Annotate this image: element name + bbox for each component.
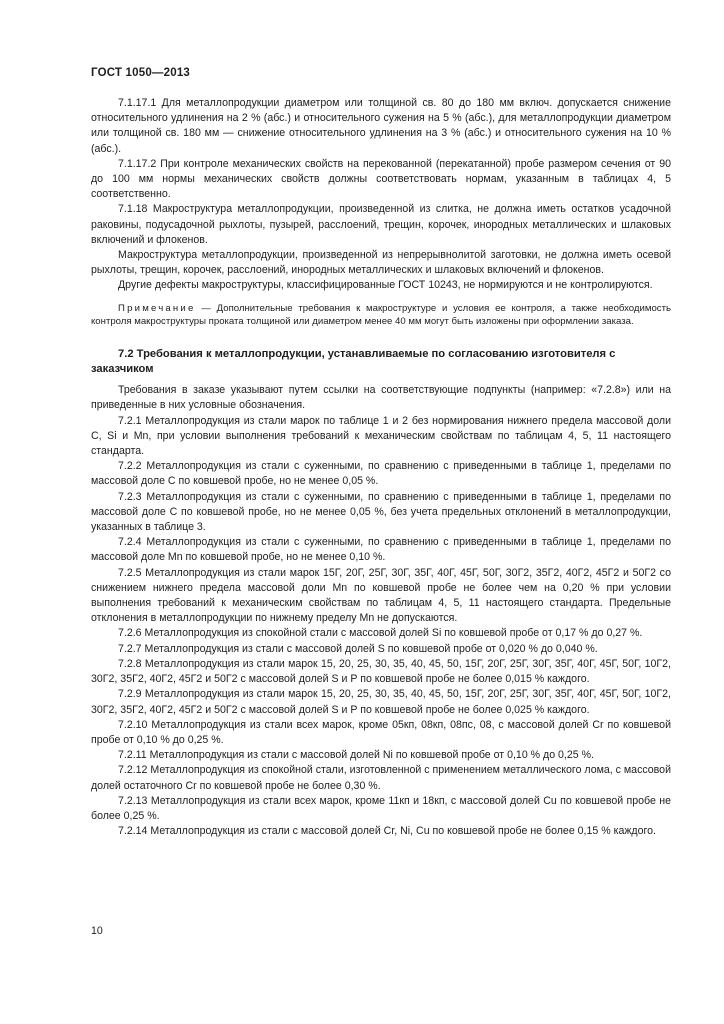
paragraph-7-2-6: 7.2.6 Металлопродукция из спокойной стали с массовой долей Si по ковшевой пробе от 0,17 % до 0,27 %.: [118, 627, 643, 640]
paragraph-7-2-13: 7.2.13 Металлопродукция из стали всех марок, кроме 11кп и 18кп, с массовой долей Cu по ковшевой пробе не более 0,25 %.: [91, 794, 671, 822]
paragraph-section-intro: Требования в заказе указывают путем ссылки на соответствующие подпункты (например: «7.2.8») или на приведенные в них условные обозначения.: [91, 384, 671, 412]
note-text: — Дополнительные требования к макроструктуре и условия ее контроля, а также необходимость контроля макроструктуры проката толщиной или диаметром менее 40 мм могут быть изложены при оформлении заказа.: [91, 302, 671, 328]
section-heading-7-2: 7.2 Требования к металлопродукции, устанавливаемые по согласованию изготовителя с заказчиком: [91, 348, 616, 376]
paragraph-macrostructure-continuous: Макроструктура металлопродукции, произведенной из непрерывнолитой заготовки, не должна иметь осевой рыхлоты, трещин, корочек, расслоений, инородных металлических и шлаковых включений и флокенов.: [91, 249, 671, 277]
paragraph-7-2-3: 7.2.3 Металлопродукция из стали с суженными, по сравнению с приведенными в таблице 1, пределами по массовой доле С по ковшевой пробе, но не менее 0,05 %, без учета предельных отклонений в металлопродукции, указанных в таблице 3.: [91, 490, 671, 534]
page-number: 10: [91, 925, 103, 937]
paragraph-7-2-10: 7.2.10 Металлопродукция из стали всех марок, кроме 05кп, 08кп, 08пс, 08, с массовой долей Cr по ковшевой пробе от 0,10 % до 0,25 %.: [91, 718, 671, 746]
note-label: Примечание: [118, 302, 196, 314]
paragraph-7-2-12: 7.2.12 Металлопродукция из спокойной стали, изготовленной с применением металлического лома, с массовой долей остаточного Cr по ковшевой пробе не более 0,30 %.: [91, 764, 671, 792]
document-header: ГОСТ 1050—2013: [91, 67, 191, 79]
note-paragraph: [91, 302, 671, 330]
paragraph-7-2-2: 7.2.2 Металлопродукция из стали с суженными, по сравнению с приведенными в таблице 1, пределами по массовой доле С по ковшевой пробе, но не менее 0,05 %.: [91, 460, 671, 488]
paragraph-7-2-4: 7.2.4 Металлопродукция из стали с суженными, по сравнению с приведенными в таблице 1, пределами по массовой доле Mn по ковшевой пробе, но не менее 0,10 %.: [91, 536, 671, 564]
paragraph-7-2-9: 7.2.9 Металлопродукция из стали марок 15, 20, 25, 30, 35, 40, 45, 50, 15Г, 20Г, 25Г, 30Г, 35Г, 40Г, 45Г, 50Г, 10Г2, 30Г2, 35Г2, 40Г2, 45Г2 и 50Г2 с массовой долей S и P по ковшевой пробе не более 0,025 % каждого.: [91, 688, 671, 716]
paragraph-7-1-18: 7.1.18 Макроструктура металлопродукции, произведенной из слитка, не должна иметь остатков усадочной раковины, подусадочной рыхлоты, пузырей, расслоений, трещин, корочек, инородных металлических и шлаковых включений и флокенов.: [91, 203, 671, 246]
paragraph-7-2-5: 7.2.5 Металлопродукция из стали марок 15Г, 20Г, 25Г, 30Г, 35Г, 40Г, 45Г, 50Г, 30Г2, 35Г2, 40Г2, 45Г2 и 50Г2 со снижением нижнего предела массовой доли Mn по ковшевой пробе не более чем на 0,20 % при условии выполнения требований к механическим свойствам по таблицам 4, 5, 11 настоящего стандарта. Предельные отклонения в металлопродукции по нижнему пределу Mn не допускаются.: [91, 566, 671, 625]
paragraph-7-2-1: 7.2.1 Металлопродукция из стали марок по таблице 1 и 2 без нормирования нижнего предела массовой доли С, Si и Mn, при условии выполнения требований к механическим свойствам по таблицам 4, 5, 11 настоящего стандарта.: [91, 414, 671, 458]
paragraph-other-defects: Другие дефекты макроструктуры, классифицированные ГОСТ 10243, не нормируются и не контролируются.: [118, 279, 653, 292]
paragraph-7-2-7: 7.2.7 Металлопродукция из стали с массовой долей S по ковшевой пробе от 0,020 % до 0,040 %.: [118, 642, 598, 655]
paragraph-7-2-14: 7.2.14 Металлопродукция из стали с массовой долей Cr, Ni, Cu по ковшевой пробе не более 0,15 % каждого.: [118, 825, 656, 838]
paragraph-7-1-17-2: 7.1.17.2 При контроле механических свойств на перекованной (перекатанной) пробе размером сечения от 90 до 100 мм нормы механических свойств должны соответствовать нормам, указанным в таблицах 4, 5 соответственно.: [91, 157, 671, 201]
document-body: [91, 96, 671, 839]
paragraph-7-2-8: 7.2.8 Металлопродукция из стали марок 15, 20, 25, 30, 35, 40, 45, 50, 15Г, 20Г, 25Г, 30Г, 35Г, 40Г, 45Г, 50Г, 10Г2, 30Г2, 35Г2, 40Г2, 45Г2 и 50Г2 с массовой долей S и P по ковшевой пробе не более 0,015 % каждого.: [91, 657, 671, 686]
paragraph-7-2-11: 7.2.11 Металлопродукция из стали с массовой долей Ni по ковшевой пробе от 0,10 % до 0,25 %.: [118, 749, 594, 762]
paragraph-7-1-17-1: 7.1.17.1 Для металлопродукции диаметром или толщиной св. 80 до 180 мм включ. допускается снижение относительного удлинения на 2 % (абс.) и относительного сужения на 5 % (абс.), для металлопродукции диаметром или толщиной св. 180 мм — снижение относительного удлинения на 3 % (абс.) и относительного сужения на 10 % (абс.).: [91, 97, 671, 155]
